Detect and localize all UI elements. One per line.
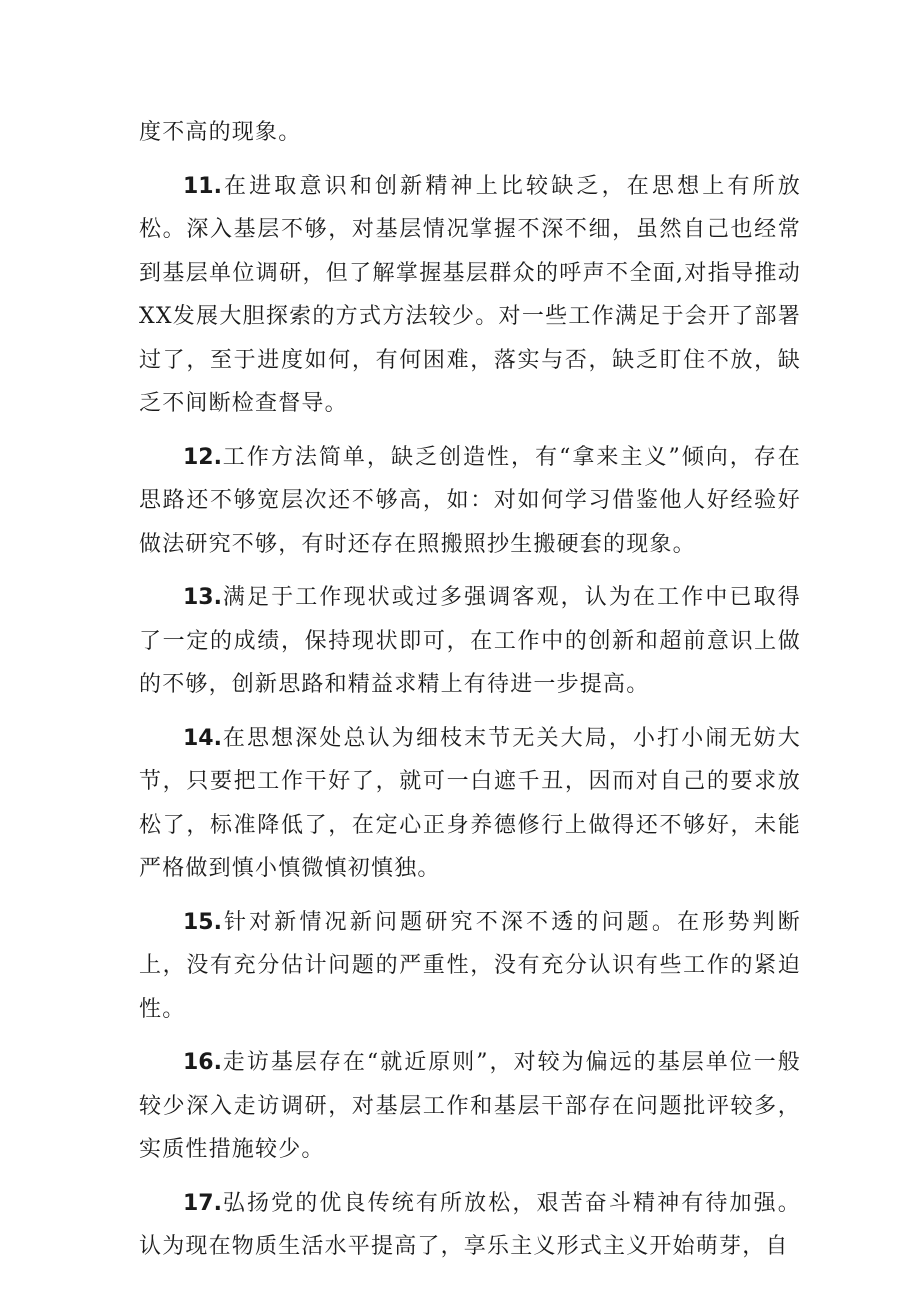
list-item	[139, 901, 801, 1032]
item-number-dot: .	[213, 1050, 222, 1075]
document-body	[139, 111, 801, 1279]
item-number: 16	[183, 1050, 214, 1075]
list-item	[139, 717, 801, 891]
continuation-paragraph: 度不高的现象。	[139, 120, 302, 145]
item-number-dot: .	[213, 173, 222, 199]
item-text: 针对新情况新问题研究不深不透的问题。在形势判断上，没有充分估计问题的严重性，没有充分认识有些工作的紧迫性。	[139, 909, 801, 1022]
item-number: 15	[183, 909, 214, 935]
item-text: 弘扬党的优良传统有所放松，艰苦奋斗精神有待加强。认为现在物质生活水平提高了，享乐主义形式主义开始萌芽，自	[139, 1190, 801, 1259]
item-number: 13	[183, 585, 214, 610]
item-number-dot: .	[213, 444, 222, 470]
item-number: 12	[183, 444, 214, 470]
list-item	[139, 165, 801, 426]
item-text: 在思想深处总认为细枝末节无关大局，小打小闹无妨大节，只要把工作干好了，就可一白遮千丑，因而对自己的要求放松了，标准降低了，在定心正身养德修行上做得还不够好，未能严格做到慎小慎微慎初慎独。	[139, 725, 801, 881]
list-item	[139, 1041, 801, 1172]
item-text: 在进取意识和创新精神上比较缺乏，在思想上有所放松。深入基层不够，对基层情况掌握不深不细，虽然自己也经常到基层单位调研，但了解掌握基层群众的呼声不全面,对指导推动XX发展大胆探索的方式方法较少。对一些工作满足于会开了部署过了，至于进度如何，有何困难，落实与否，缺乏盯住不放，缺乏不间断检查督导。	[139, 173, 801, 416]
item-number: 14	[183, 725, 214, 751]
item-number-dot: .	[213, 1190, 222, 1216]
list-item	[139, 436, 801, 567]
item-text: 工作方法简单，缺乏创造性，有“拿来主义”倾向，存在思路还不够宽层次还不够高，如：对如何学习借鉴他人好经验好做法研究不够，有时还存在照搬照抄生搬硬套的现象。	[139, 444, 801, 557]
list-item	[139, 1182, 801, 1269]
item-number-dot: .	[213, 585, 222, 610]
item-number: 17	[183, 1190, 214, 1216]
item-number: 11	[183, 173, 214, 199]
item-text: 走访基层存在“就近原则”，对较为偏远的基层单位一般较少深入走访调研，对基层工作和基层干部存在问题批评较多，实质性措施较少。	[139, 1050, 801, 1162]
list-item	[139, 576, 801, 707]
item-number-dot: .	[213, 909, 222, 935]
item-number-dot: .	[213, 725, 222, 751]
item-text: 满足于工作现状或过多强调客观，认为在工作中已取得了一定的成绩，保持现状即可，在工作中的创新和超前意识上做的不够，创新思路和精益求精上有待进一步提高。	[139, 585, 801, 697]
